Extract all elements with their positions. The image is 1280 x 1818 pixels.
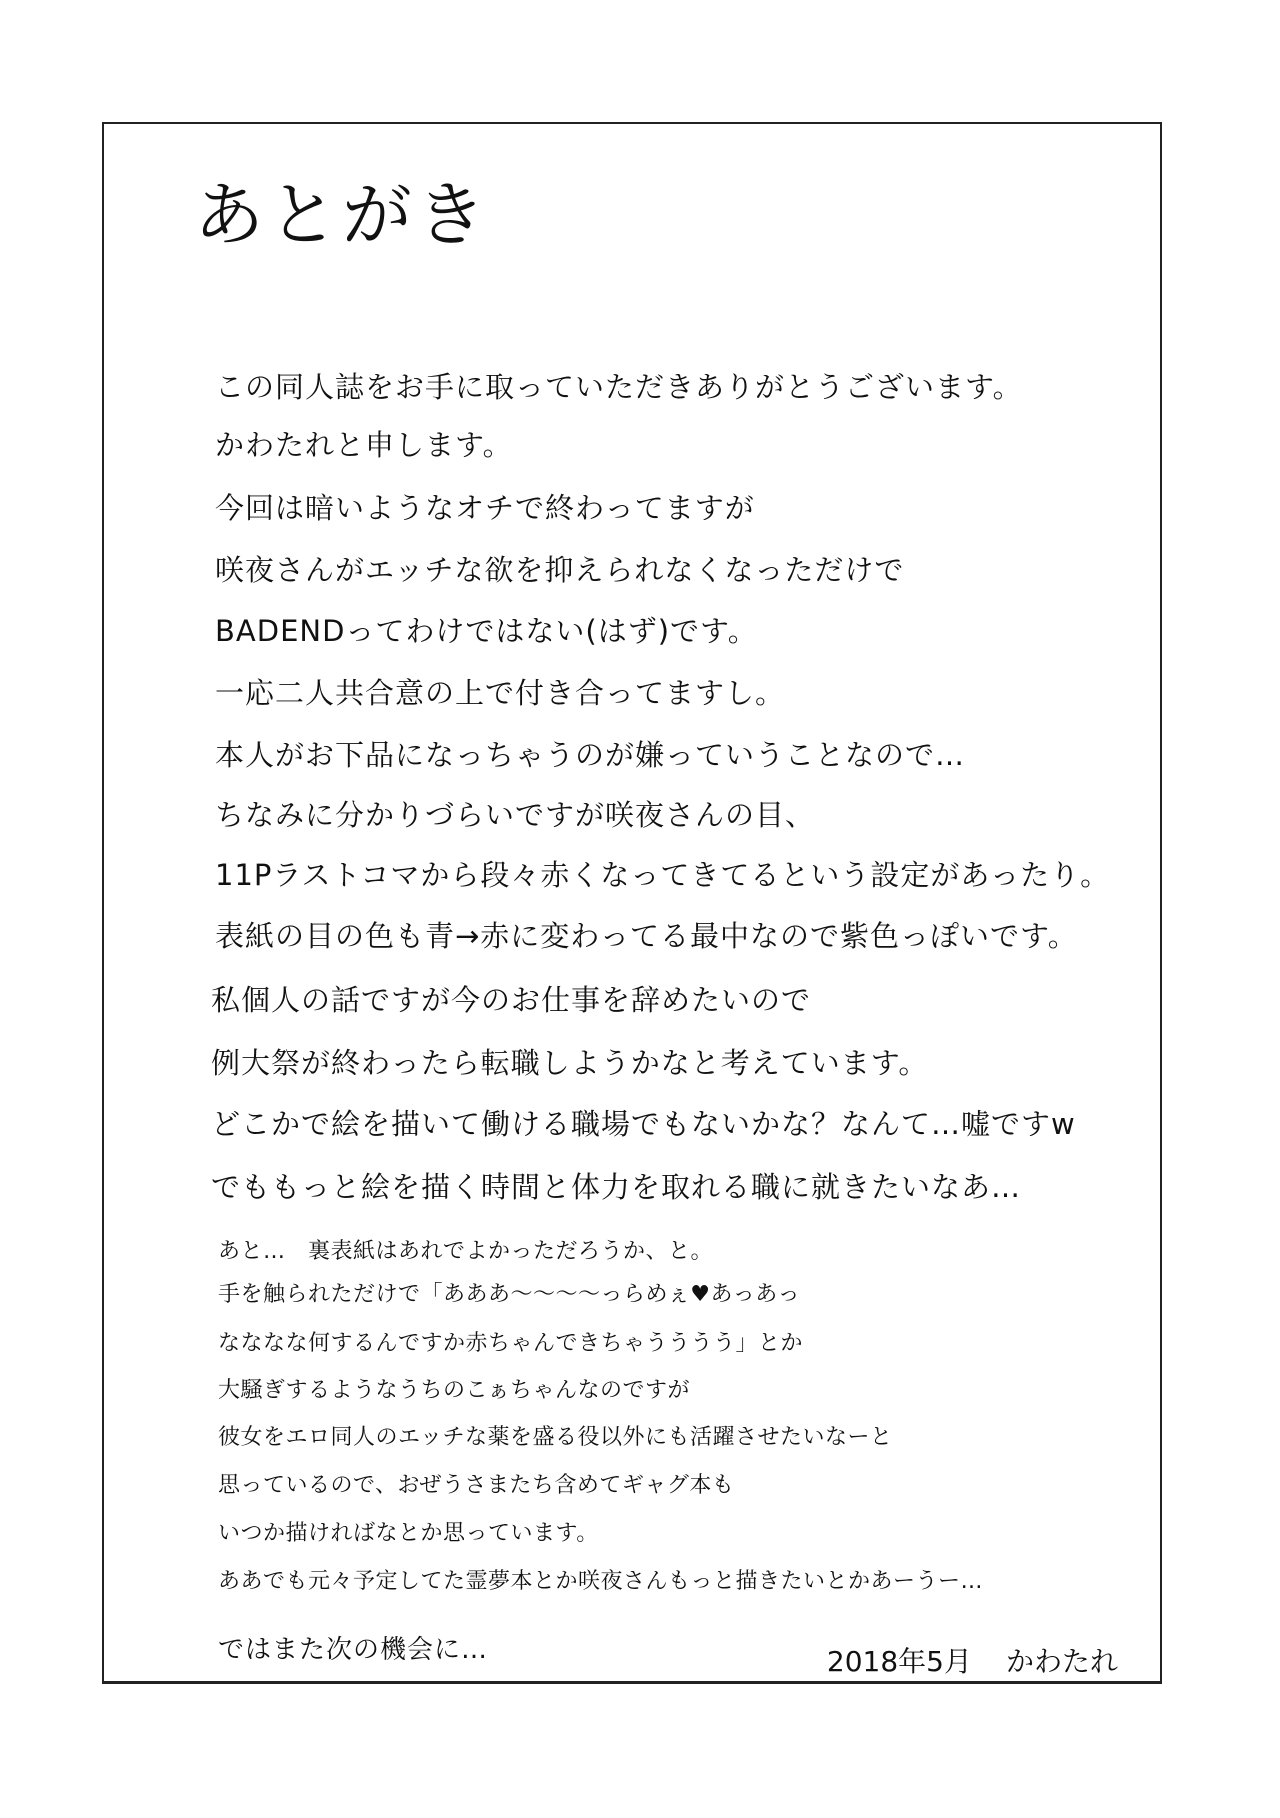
text-line: 11Pラストコマから段々赤くなってきてるという設定があったり。 — [215, 858, 1111, 892]
text-line: 思っているので、おぜうさまたち含めてギャグ本も — [218, 1473, 735, 1498]
text-line: この同人誌をお手に取っていただきありがとうございます。 — [215, 370, 1023, 404]
text-line: 手を触られただけで「あああ～～～～っらめぇ♥あっあっ — [218, 1282, 801, 1307]
text-line: 表紙の目の色も青→赤に変わってる最中なので紫色っぽいです。 — [215, 919, 1078, 953]
closing-line: ではまた次の機会に… — [218, 1635, 489, 1665]
signature-date: 2018年5月 — [826, 1645, 972, 1678]
text-line: いつか描ければなとか思っています。 — [218, 1521, 599, 1546]
text-line: あと… 裏表紙はあれでよかっただろうか、と。 — [218, 1239, 714, 1264]
signature-author: かわたれ — [1005, 1645, 1118, 1678]
page-title: あとがき — [194, 174, 490, 256]
text-line: 大騒ぎするようなうちのこぁちゃんなのですが — [218, 1378, 691, 1403]
text-line: 彼女をエロ同人のエッチな薬を盛る役以外にも活躍させたいなーと — [218, 1425, 893, 1450]
text-line: かわたれと申します。 — [215, 428, 513, 462]
text-line: 今回は暗いようなオチで終わってますが — [215, 491, 755, 525]
text-line: でももっと絵を描く時間と体力を取れる職に就きたいなあ… — [211, 1170, 1022, 1204]
signature — [826, 1645, 1118, 1678]
text-line: 私個人の話ですが今のお仕事を辞めたいので — [211, 983, 812, 1017]
text-line: 本人がお下品になっちゃうのが嫌っていうことなので… — [215, 738, 966, 772]
text-line: ちなみに分かりづらいですが咲夜さんの目、 — [215, 798, 816, 832]
text-line: 例大祭が終わったら転職しようかなと考えています。 — [211, 1046, 929, 1080]
text-line: 一応二人共合意の上で付き合ってますし。 — [215, 676, 786, 710]
text-line: なななな何するんですか赤ちゃんできちゃうううう」とか — [218, 1331, 804, 1356]
text-line: どこかで絵を描いて働ける職場でもないかな？なんて…嘘ですw — [211, 1107, 1076, 1141]
text-line: ああでも元々予定してた霊夢本とか咲夜さんもっと描きたいとかあーうー… — [218, 1569, 984, 1594]
text-line: 咲夜さんがエッチな欲を抑えられなくなっただけで — [215, 553, 905, 587]
text-line: BADENDってわけではない(はず)です。 — [215, 614, 758, 648]
